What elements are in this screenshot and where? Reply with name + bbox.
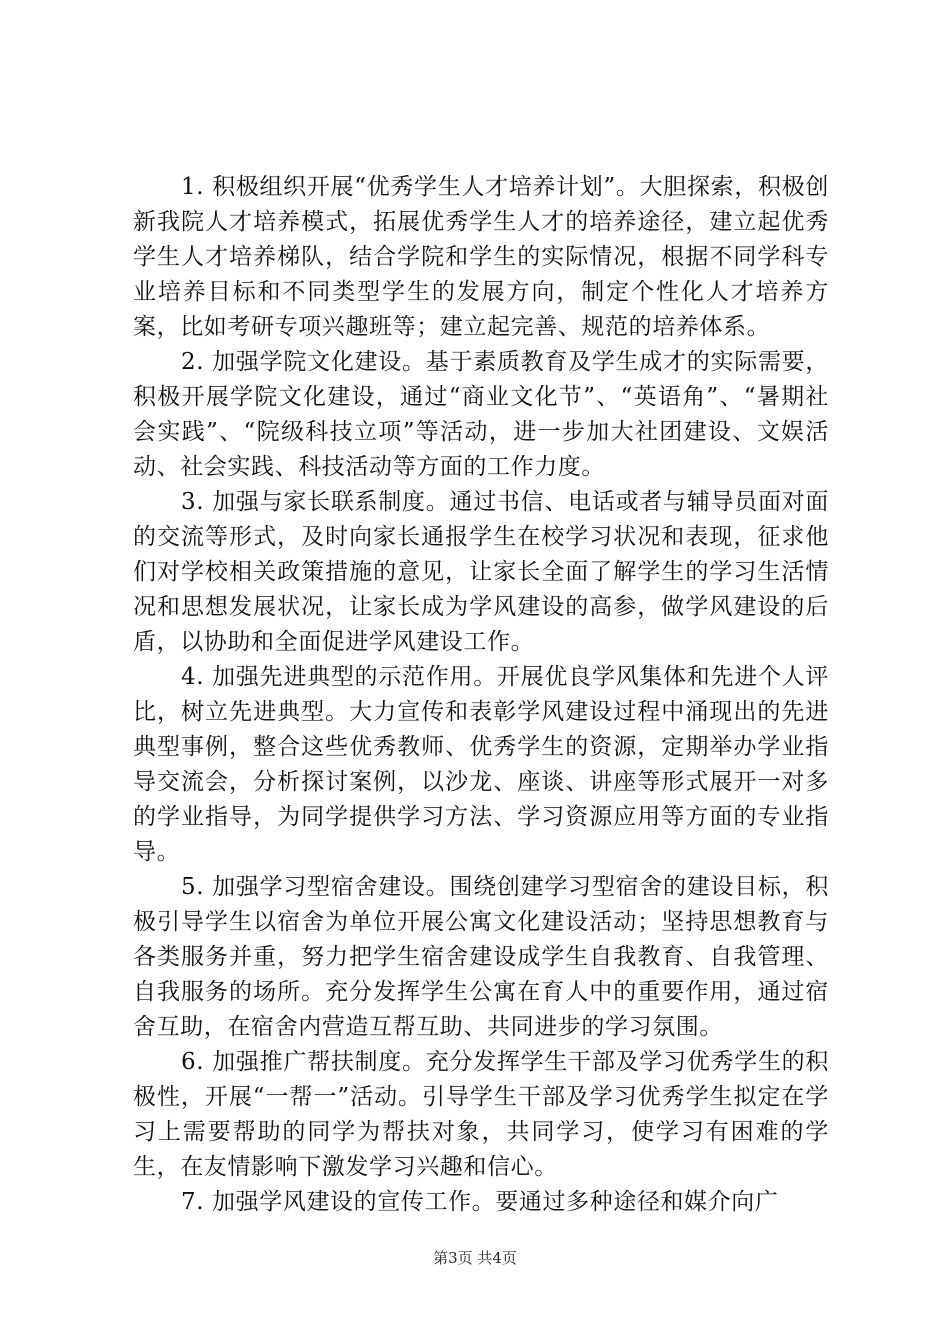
document-body bbox=[133, 170, 829, 1220]
paragraph-1: 1. 积极组织开展“优秀学生人才培养计划”。大胆探索，积极创新我院人才培养模式，拓展优秀学生人才的培养途径，建立起优秀学生人才培养梯队，结合学院和学生的实际情况，根据不同学科专业培养目标和不同类型学生的发展方向，制定个性化人才培养方案，比如考研专项兴趣班等；建立起完善、规范的培养体系。 bbox=[133, 174, 829, 340]
paragraph-7: 7. 加强学风建设的宣传工作。要通过多种途径和媒介向广 bbox=[181, 1189, 779, 1215]
paragraph-5: 5. 加强学习型宿舍建设。围绕创建学习型宿舍的建设目标，积极引导学生以宿舍为单位开展公寓文化建设活动；坚持思想教育与各类服务并重，努力把学生宿舍建设成学生自我教育、自我管理、自我服务的场所。充分发挥学生公寓在育人中的重要作用，通过宿舍互助，在宿舍内营造互帮互助、共同进步的学习氛围。 bbox=[133, 874, 829, 1040]
paragraph-6: 6. 加强推广帮扶制度。充分发挥学生干部及学习优秀学生的积极性，开展“一帮一”活动。引导学生干部及学习优秀学生拟定在学习上需要帮助的同学为帮扶对象，共同学习，使学习有困难的学生，在友情影响下激发学习兴趣和信心。 bbox=[133, 1049, 829, 1180]
paragraph-4: 4. 加强先进典型的示范作用。开展优良学风集体和先进个人评比，树立先进典型。大力宣传和表彰学风建设过程中涌现出的先进典型事例，整合这些优秀教师、优秀学生的资源，定期举办学业指导交流会，分析探讨案例，以沙龙、座谈、讲座等形式展开一对多的学业指导，为同学提供学习方法、学习资源应用等方面的专业指导。 bbox=[133, 664, 829, 865]
paragraph-2: 2. 加强学院文化建设。基于素质教育及学生成才的实际需要，积极开展学院文化建设，通过“商业文化节”、“英语角”、“暑期社会实践”、“院级科技立项”等活动，进一步加大社团建设、文娱活动、社会实践、科技活动等方面的工作力度。 bbox=[133, 349, 829, 480]
paragraph-3: 3. 加强与家长联系制度。通过书信、电话或者与辅导员面对面的交流等形式，及时向家长通报学生在校学习状况和表现，征求他们对学校相关政策措施的意见，让家长全面了解学生的学习生活情况和思想发展状况，让家长成为学风建设的高参，做学风建设的后盾，以协助和全面促进学风建设工作。 bbox=[133, 489, 829, 655]
page-footer: 第3页 共4页 bbox=[433, 1249, 517, 1267]
